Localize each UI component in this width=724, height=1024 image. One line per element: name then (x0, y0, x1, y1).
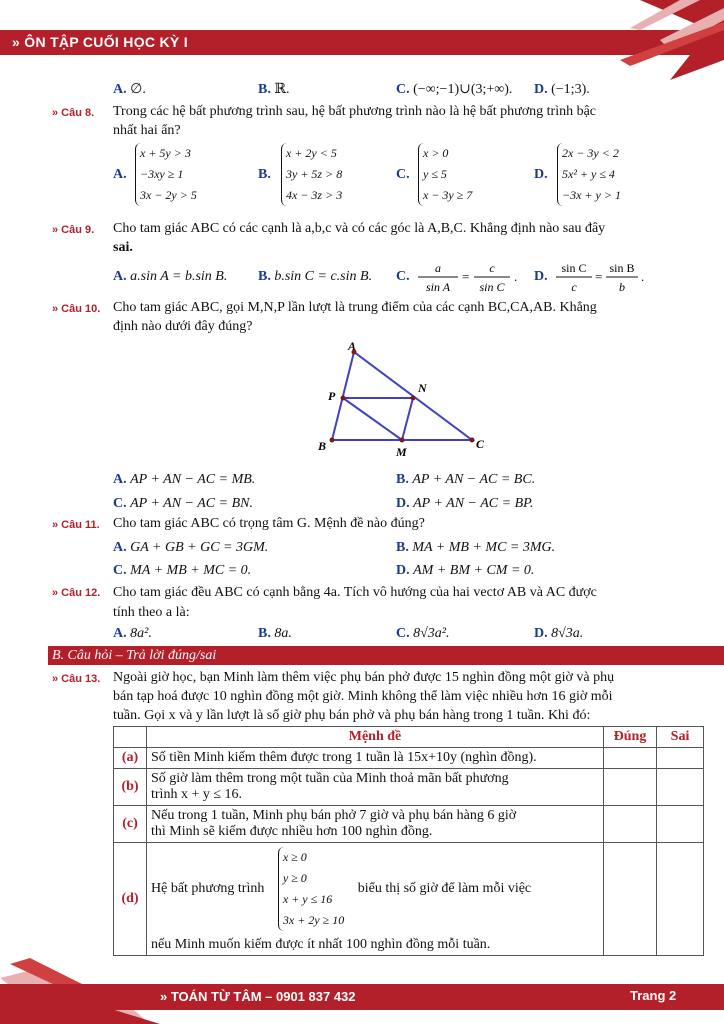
svg-text:a: a (435, 261, 441, 275)
row-true-cell[interactable] (604, 769, 657, 806)
q10-option-c: C. AP + AN − AC = BN. (113, 496, 253, 511)
q8-option-c-label: C. (396, 167, 410, 182)
row-label: (d) (114, 843, 147, 956)
row-statement: Nếu trong 1 tuần, Minh phụ bán phở 7 giờ và phụ bán hàng 6 giờ thì Minh sẽ kiếm được nhiều hơn 100 nghìn đồng. (147, 806, 604, 843)
q13-line3: tuần. Gọi x và y lần lượt là số giờ phụ bán phở và phụ bán hàng trong 1 tuần. Khi đó: (113, 708, 591, 723)
q8-option-b-label: B. (258, 167, 271, 182)
header-empty (114, 727, 147, 748)
svg-text:sin C: sin C (479, 280, 505, 294)
q10-option-b: B. AP + AN − AC = BC. (396, 472, 536, 487)
q11-label: » Câu 11. (52, 519, 100, 531)
q13-line1: Ngoài giờ học, bạn Minh làm thêm việc phụ bán phở được 15 nghìn đồng một giờ và phụ (113, 670, 615, 685)
table-row (114, 748, 704, 769)
section-b-title: B. Câu hỏi – Trả lời đúng/sai (52, 648, 217, 663)
q9-option-b: B. b.sin C = c.sin B. (258, 269, 373, 284)
row-false-cell[interactable] (657, 748, 704, 769)
q7-option-b: B. ℝ. (258, 82, 290, 97)
q8-option-a-label: A. (113, 167, 127, 182)
svg-text:.: . (641, 269, 645, 284)
row-false-cell[interactable] (657, 769, 704, 806)
q11-line1: Cho tam giác ABC có trọng tâm G. Mệnh đề nào đúng? (113, 516, 425, 531)
row-label: (c) (114, 806, 147, 843)
q8-option-b-system: x + 2y < 5 3y + 5z > 8 4x − 3z > 3 (281, 143, 342, 206)
row-label: (b) (114, 769, 147, 806)
row-false-cell[interactable] (657, 843, 704, 956)
q12-option-b: B. 8a. (258, 626, 292, 641)
q7-option-a: A. ∅. (113, 82, 146, 97)
q9-option-a: A. a.sin A = b.sin B. (113, 269, 228, 284)
q10-option-a: A. AP + AN − AC = MB. (113, 472, 256, 487)
q10-option-d: D. AP + AN − AC = BP. (396, 496, 534, 511)
footer-bar (0, 984, 724, 1010)
svg-text:sin A: sin A (425, 280, 451, 294)
table-row (114, 843, 704, 956)
q7-option-c: C. (−∞;−1)∪(3;+∞). (396, 82, 513, 97)
q9-label: » Câu 9. (52, 224, 95, 236)
q11-option-d: D. AM + BM + CM = 0. (396, 563, 535, 578)
row-label: (a) (114, 748, 147, 769)
svg-text:sin C: sin C (561, 261, 587, 275)
table-header-row (114, 727, 704, 748)
fig-label-n: N (418, 381, 427, 395)
q9-option-d-label: D. (534, 269, 548, 284)
svg-text:=: = (462, 269, 470, 284)
svg-text:c: c (489, 261, 495, 275)
q10-line2: định nào dưới đây đúng? (113, 319, 253, 334)
q9-option-c-fraction (414, 256, 524, 298)
fig-label-b: B (318, 439, 327, 453)
header-title: » ÔN TẬP CUỐI HỌC KỲ I (12, 34, 188, 50)
row-true-cell[interactable] (604, 748, 657, 769)
q7-option-d: D. (−1;3). (534, 82, 590, 97)
table-row (114, 769, 704, 806)
q8-option-d-system: 2x − 3y < 2 5x² + y ≤ 4 −3x + y > 1 (557, 143, 621, 206)
q12-line2: tính theo a là: (113, 605, 190, 620)
row-statement: Số tiền Minh kiếm thêm được trong 1 tuần là 15x+10y (nghìn đồng). (147, 748, 604, 769)
header-decoration (600, 0, 724, 80)
q8-label: » Câu 8. (52, 107, 95, 119)
q9-option-d-fraction (552, 256, 652, 298)
svg-text:.: . (514, 269, 518, 284)
q8-line2: nhất hai ẩn? (113, 123, 181, 138)
svg-text:=: = (595, 269, 603, 284)
true-false-table (113, 726, 704, 956)
q12-line1: Cho tam giác đều ABC có cạnh bằng 4a. Tích vô hướng của hai vectơ AB và AC được (113, 585, 597, 600)
svg-text:c: c (571, 280, 577, 294)
q11-option-a: A. GA + GB + GC = 3GM. (113, 540, 269, 555)
row-d-system: x ≥ 0 y ≥ 0 x + y ≤ 16 3x + 2y ≥ 10 (278, 847, 344, 931)
q12-label: » Câu 12. (52, 587, 101, 599)
q11-option-c: C. MA + MB + MC = 0. (113, 563, 252, 578)
header-true: Đúng (604, 727, 657, 748)
q12-option-a: A. 8a². (113, 626, 152, 641)
svg-text:sin B: sin B (609, 261, 635, 275)
svg-text:b: b (619, 280, 625, 294)
q9-line1: Cho tam giác ABC có các cạnh là a,b,c và có các góc là A,B,C. Khẳng định nào sau đây (113, 221, 606, 236)
header-false: Sai (657, 727, 704, 748)
q10-line1: Cho tam giác ABC, gọi M,N,P lần lượt là trung điểm của các cạnh BC,CA,AB. Khẳng (113, 300, 597, 315)
row-true-cell[interactable] (604, 806, 657, 843)
q12-option-c: C. 8√3a². (396, 626, 450, 641)
q12-option-d: D. 8√3a. (534, 626, 584, 641)
q8-line1: Trong các hệ bất phương trình sau, hệ bất phương trình nào là hệ bất phương trình bậc (113, 104, 597, 119)
q13-line2: bán tạp hoá được 10 nghìn đồng một giờ. Minh không thể làm việc nhiều hơn 16 giờ mỗi (113, 689, 613, 704)
q8-option-c-system: x > 0 y ≤ 5 x − 3y ≥ 7 (418, 143, 472, 206)
table-row (114, 806, 704, 843)
q9-line2: sai. (113, 240, 133, 255)
row-true-cell[interactable] (604, 843, 657, 956)
q11-option-b: B. MA + MB + MC = 3MG. (396, 540, 556, 555)
page-number: Trang 2 (630, 988, 677, 1003)
fig-label-p: P (328, 389, 336, 403)
footer-title: » TOÁN TỪ TÂM – 0901 837 432 (160, 989, 356, 1004)
fig-label-a: A (348, 339, 357, 353)
row-statement: Hệ bất phương trình x ≥ 0 y ≥ 0 x + y ≤ 16 3x + 2y ≥ 10 biểu thị số giờ để làm mỗi việc nếu Minh muốn kiếm được ít nhất 100 nghìn đồng mỗi tuần. (147, 843, 604, 956)
row-false-cell[interactable] (657, 806, 704, 843)
q10-label: » Câu 10. (52, 303, 101, 315)
fig-label-m: M (396, 445, 407, 459)
q10-triangle-figure (310, 338, 500, 460)
row-statement: Số giờ làm thêm trong một tuần của Minh thoả mãn bất phương trình x + y ≤ 16. (147, 769, 604, 806)
header-statement: Mệnh đề (147, 727, 604, 748)
q8-option-a-system: x + 5y > 3 −3xy ≥ 1 3x − 2y > 5 (135, 143, 197, 206)
q13-label: » Câu 13. (52, 673, 101, 685)
q9-option-c-label: C. (396, 269, 410, 284)
q8-option-d-label: D. (534, 167, 548, 182)
fig-label-c: C (476, 437, 485, 451)
